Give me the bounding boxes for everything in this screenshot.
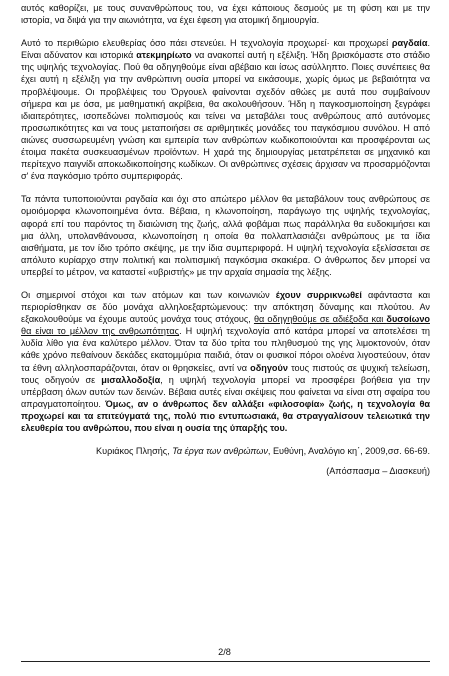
text-run: Αυτό το περιθώριο ελευθερίας όσο πάει στενεύει. Η τεχνολογία προχωρεί· και προχωρεί bbox=[21, 38, 392, 49]
citation-details: , Ευθύνη, Αναλόγιο κη΄, 2009,σσ. 66-69. bbox=[267, 446, 430, 457]
page-number: 2/8 bbox=[218, 647, 231, 657]
text-run: οδηγούν bbox=[250, 362, 288, 373]
text-run: να ανακοπεί αυτή η εξέλιξη. Ήδη βρισκόμαστε στο στάδιο της υψηλής τεχνολογίας. Πού θα οδηγηθούμε είναι αβέβαιο και ίσως ασύλληπτο. Ποιες συνέπειες θα έχει αυτή η εξέλιξη για την ανθρώπινη ουσία μπορεί να εικάσουμε, χωρίς όμως με βεβαιότητα να προβλέψουμε. Οι προβλέψεις του Όργουελ φαίνονται σχεδόν αθώες με αυτά που συμβαίνουν σήμερα και με όσα, με μαθηματική ακρίβεια, θα ακολουθήσουν. Ήδη η παγκοσμιοποίηση ξεγράφει ιδιαιτερότητες, ισοπεδώνει πολιτισμούς και τείνει να μεταβάλει τους ανθρώπους από αυτόνομες προσωπικότητες και να τους μεταποιήσει σε αριθμητικές μονάδες του παγκόσμιου συνόλου. Η από αιώνες συσσωρευμένη γνώση και εμπειρία των ανθρώπων κωδικοποιούνται και προσφέρονται ως έτοιμα πακέτα συσκευασμένων προϊόντων. Η χαρά της δημιουργίας μετατρέπεται σε μηχανικό και περίτεχνο παιγνίδι αποκωδικοποίησης κωδίκων. Οι ανθρώπινες σχέσεις άρχισαν να προσαρμόζονται σ' ένα παγκόσμιο τρόπο συμπεριφοράς. bbox=[21, 50, 431, 182]
citation-author: Κυριάκος Πλησής, bbox=[96, 446, 173, 457]
text-run: αυτός καθορίζει, με τους συνανθρώπους του, να έχει κάποιους δεσμούς με τη φύση και με την ιστορία, να διψά για την αιωνιότητα, να έχει έφεση για ατομική δημιουργία. bbox=[21, 3, 430, 26]
text-run: . Είναι αδύνατον και ιστορικά bbox=[21, 38, 430, 61]
paragraph-3 bbox=[21, 193, 430, 278]
paragraph-4 bbox=[21, 289, 430, 434]
text-run: δυσοίωνο bbox=[386, 314, 430, 325]
text-run: Όμως, αν ο άνθρωπος δεν αλλάξει «φιλοσοφία» ζωής, η τεχνολογία θα προχωρεί και τα επιτεύγματά της, πολύ πιο εντυπωσιακά, θα στραγγαλίσουν τελειωτικά την ελευθερία του ανθρώπου, που είναι η ουσία της ύπαρξής του. bbox=[21, 398, 430, 433]
text-run: μισαλλοδοξία bbox=[101, 374, 161, 385]
citation-work-title: Τα έργα των ανθρώπων bbox=[172, 446, 268, 457]
text-run: Οι σημερινοί στόχοι και των ατόμων και των κοινωνιών bbox=[21, 289, 276, 300]
text-run: τους πιστούς σε ψυχική τελείωση, τους οδηγούν σε bbox=[21, 362, 430, 385]
paragraph-2 bbox=[21, 37, 430, 182]
text-run: ραγδαία bbox=[391, 38, 428, 49]
document-body bbox=[21, 2, 430, 477]
text-run: Τα πάντα τυποποιούνται ραγδαία και όχι στο απώτερο μέλλον θα μεταβάλουν τους ανθρώπους σε ομοιόμορφα κλωνοποιημένα όντα. Βέβαια, η κλωνοποίηση, παράγωγο της υψηλής τεχνολογίας, αφορά επί του παρόντος τη διαιώνιση της ζωής, αλλά φοβάμαι πως παράλληλα θα ευδοκιμήσει και μια άλλη, υπολανθάνουσα, κλωνοποίηση η οποία θα πολλαπλασιάζει ανθρώπους με τα ίδια αισθήματα, με τον ίδιο τρόπο σκέψης, με την ίδια συμπεριφορά. Η υψηλή τεχνολογία εξελίσσεται σε απόλυτο κυρίαρχο στην πολιτική και πολιτισμική παγκόσμια σκακιέρα. Ο άνθρωπος δεν μπορεί να υπερβεί το μέτρον, να καταστεί «υβριστής» με την αρχαία σημασία της λέξης. bbox=[21, 194, 430, 277]
text-run: , η υψηλή τεχνολογία μπορεί να προσφέρει βοήθεια για την υπέρβαση όλων αυτών των δεινών. Βέβαια αυτές είναι σκέψεις που φαίνεται να είναι στη σφαίρα του απραγματοποίητου. bbox=[21, 374, 430, 409]
paragraph-1 bbox=[21, 2, 430, 26]
text-run: έχουν συρρικνωθεί bbox=[275, 289, 362, 300]
text-run: θα οδηγηθούμε σε αδιέξοδα και bbox=[253, 314, 387, 325]
text-run: ατεκμηρίωτο bbox=[136, 50, 192, 61]
source-citation bbox=[21, 445, 430, 457]
excerpt-note: (Απόσπασμα – Διασκευή) bbox=[326, 466, 430, 477]
footer-rule bbox=[21, 661, 430, 662]
text-run: . Η υψηλή τεχνολογία από κατάρα μπορεί να αποτελέσει τη λυδία λίθο για ένα καλύτερο μέλλον. Όταν τα δύο τρίτα του πληθυσμού της γης λιμοκτονούν, όταν κάθε χρόνο πεθαίνουν δεκάδες εκατομμύρια παιδιά, όταν οι φυσικοί πόροι ολοένα λιγοστεύουν, όταν τα έθνη αλληλοσπαράζονται, όταν οι θρησκείες, αντί να bbox=[21, 326, 430, 373]
text-run: θα είναι το μέλλον της ανθρωπότητας bbox=[21, 326, 180, 337]
text-run: αφάνταστα και περιορίσθηκαν σε δύο μονάχα αλληλοεξαρτώμενους: την απόκτηση δύναμης και πλούτου. Αν εξακολουθούμε να έχουμε αυτούς μονάχα τους στόχους, bbox=[21, 289, 430, 325]
